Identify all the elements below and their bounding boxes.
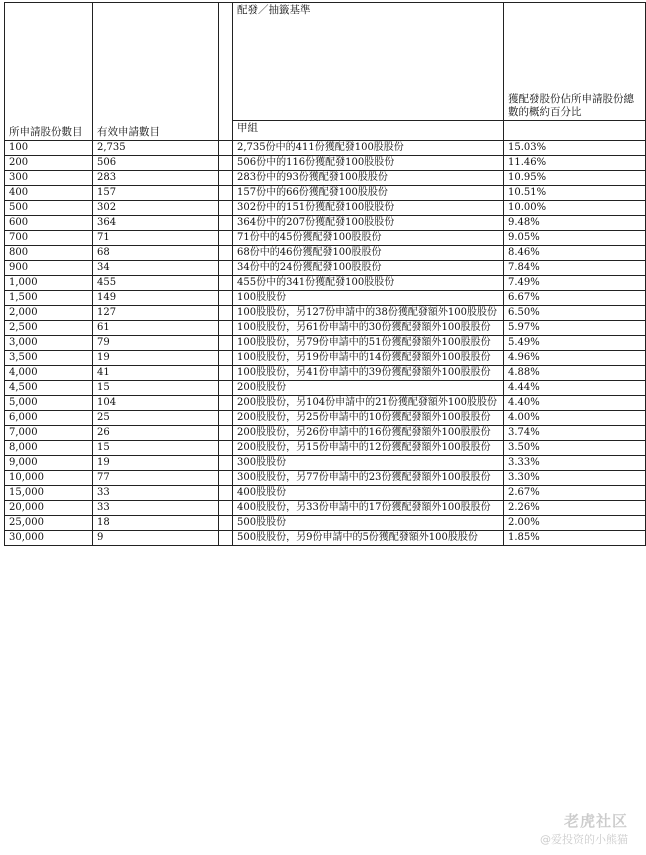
- table-row: [5, 246, 646, 261]
- shares-cell: 25,000: [5, 516, 93, 531]
- shares-cell: 15,000: [5, 486, 93, 501]
- table-row: [5, 501, 646, 516]
- shares-cell: 2,000: [5, 306, 93, 321]
- table-row: [5, 171, 646, 186]
- shares-cell: 7,000: [5, 426, 93, 441]
- shares-cell: 2,500: [5, 321, 93, 336]
- percentage-cell: 4.88%: [504, 366, 646, 381]
- table-row: [5, 291, 646, 306]
- table-row: [5, 441, 646, 456]
- applications-cell: 127: [93, 306, 219, 321]
- applications-cell: 68: [93, 246, 219, 261]
- percentage-cell: 10.95%: [504, 171, 646, 186]
- gap-cell: [219, 321, 233, 336]
- shares-cell: 5,000: [5, 396, 93, 411]
- gap-cell: [219, 366, 233, 381]
- gap-cell: [219, 516, 233, 531]
- shares-cell: 3,000: [5, 336, 93, 351]
- percentage-cell: 6.67%: [504, 291, 646, 306]
- basis-cell: 200股股份，另104份申請中的21份獲配發額外100股股份: [233, 396, 504, 411]
- shares-cell: 200: [5, 156, 93, 171]
- shares-cell: 500: [5, 201, 93, 216]
- applications-cell: 71: [93, 231, 219, 246]
- percentage-cell: 2.00%: [504, 516, 646, 531]
- table-row: [5, 456, 646, 471]
- table-row: [5, 186, 646, 201]
- percentage-cell: 4.44%: [504, 381, 646, 396]
- applications-cell: 302: [93, 201, 219, 216]
- applications-cell: 19: [93, 351, 219, 366]
- table-row: [5, 321, 646, 336]
- table-row: [5, 201, 646, 216]
- gap-cell: [219, 471, 233, 486]
- table-row: [5, 231, 646, 246]
- table-row: [5, 396, 646, 411]
- gap-cell: [219, 411, 233, 426]
- percentage-cell: 10.00%: [504, 201, 646, 216]
- table-row: [5, 261, 646, 276]
- shares-cell: 700: [5, 231, 93, 246]
- gap-cell: [219, 231, 233, 246]
- applications-cell: 15: [93, 381, 219, 396]
- table-row: [5, 351, 646, 366]
- table-row: [5, 336, 646, 351]
- shares-cell: 4,000: [5, 366, 93, 381]
- percentage-cell: 2.67%: [504, 486, 646, 501]
- header-row: [5, 3, 646, 121]
- gap-cell: [219, 246, 233, 261]
- basis-cell: 71份中的45份獲配發100股股份: [233, 231, 504, 246]
- basis-cell: 157份中的66份獲配發100股股份: [233, 186, 504, 201]
- basis-cell: 200股股份，另15份申請中的12份獲配發額外100股股份: [233, 441, 504, 456]
- basis-cell: 300股股份，另77份申請中的23份獲配發額外100股股份: [233, 471, 504, 486]
- applications-cell: 79: [93, 336, 219, 351]
- basis-cell: 364份中的207份獲配發100股股份: [233, 216, 504, 231]
- basis-cell: 100股股份，另61份申請中的30份獲配發額外100股股份: [233, 321, 504, 336]
- table-row: [5, 306, 646, 321]
- applications-cell: 33: [93, 501, 219, 516]
- table-row: [5, 366, 646, 381]
- shares-cell: 6,000: [5, 411, 93, 426]
- applications-cell: 61: [93, 321, 219, 336]
- applications-cell: 283: [93, 171, 219, 186]
- basis-cell: 34份中的24份獲配發100股股份: [233, 261, 504, 276]
- applications-cell: 41: [93, 366, 219, 381]
- gap-cell: [219, 276, 233, 291]
- basis-cell: 200股股份: [233, 381, 504, 396]
- applications-cell: 19: [93, 456, 219, 471]
- percentage-cell: 11.46%: [504, 156, 646, 171]
- applications-cell: 77: [93, 471, 219, 486]
- basis-cell: 100股股份: [233, 291, 504, 306]
- gap-cell: [219, 261, 233, 276]
- percentage-cell: 5.49%: [504, 336, 646, 351]
- percentage-cell: 3.33%: [504, 456, 646, 471]
- gap-cell: [219, 186, 233, 201]
- applications-cell: 9: [93, 531, 219, 546]
- gap-cell: [219, 306, 233, 321]
- applications-cell: 455: [93, 276, 219, 291]
- basis-cell: 200股股份，另26份申請中的16份獲配發額外100股股份: [233, 426, 504, 441]
- percentage-cell: 9.48%: [504, 216, 646, 231]
- basis-cell: 100股股份，另79份申請中的51份獲配發額外100股股份: [233, 336, 504, 351]
- shares-cell: 8,000: [5, 441, 93, 456]
- watermark-author: @爱投资的小熊猫: [540, 833, 628, 846]
- basis-cell: 500股股份: [233, 516, 504, 531]
- gap-cell: [219, 501, 233, 516]
- shares-cell: 9,000: [5, 456, 93, 471]
- shares-cell: 300: [5, 171, 93, 186]
- basis-cell: 455份中的341份獲配發100股股份: [233, 276, 504, 291]
- column-gap: [219, 3, 233, 141]
- shares-cell: 100: [5, 141, 93, 156]
- basis-cell: 100股股份，另19份申請中的14份獲配發額外100股股份: [233, 351, 504, 366]
- applications-cell: 33: [93, 486, 219, 501]
- applications-cell: 506: [93, 156, 219, 171]
- basis-cell: 200股股份，另25份申請中的10份獲配發額外100股股份: [233, 411, 504, 426]
- basis-cell: 302份中的151份獲配發100股股份: [233, 201, 504, 216]
- shares-cell: 800: [5, 246, 93, 261]
- gap-cell: [219, 486, 233, 501]
- header-valid-applications: 有效申請數目: [93, 3, 219, 141]
- watermark: [540, 810, 628, 847]
- table-row: [5, 411, 646, 426]
- shares-cell: 4,500: [5, 381, 93, 396]
- gap-cell: [219, 156, 233, 171]
- applications-cell: 149: [93, 291, 219, 306]
- group-label: 甲組: [233, 121, 504, 141]
- table-row: [5, 531, 646, 546]
- shares-cell: 900: [5, 261, 93, 276]
- percentage-cell: 8.46%: [504, 246, 646, 261]
- basis-cell: 100股股份，另41份申請中的39份獲配發額外100股股份: [233, 366, 504, 381]
- gap-cell: [219, 216, 233, 231]
- applications-cell: 15: [93, 441, 219, 456]
- percentage-cell: 3.30%: [504, 471, 646, 486]
- shares-cell: 20,000: [5, 501, 93, 516]
- group-percentage-blank: [504, 121, 646, 141]
- gap-cell: [219, 426, 233, 441]
- shares-cell: 600: [5, 216, 93, 231]
- header-percentage: 獲配發股份佔所申請股份總數的概約百分比: [504, 3, 646, 121]
- gap-cell: [219, 201, 233, 216]
- applications-cell: 2,735: [93, 141, 219, 156]
- percentage-cell: 2.26%: [504, 501, 646, 516]
- gap-cell: [219, 351, 233, 366]
- applications-cell: 18: [93, 516, 219, 531]
- gap-cell: [219, 381, 233, 396]
- basis-cell: 2,735份中的411份獲配發100股股份: [233, 141, 504, 156]
- basis-cell: 400股股份: [233, 486, 504, 501]
- gap-cell: [219, 456, 233, 471]
- header-shares-applied: 所申請股份數目: [5, 3, 93, 141]
- percentage-cell: 4.40%: [504, 396, 646, 411]
- percentage-cell: 9.05%: [504, 231, 646, 246]
- table-row: [5, 156, 646, 171]
- shares-cell: 400: [5, 186, 93, 201]
- percentage-cell: 4.96%: [504, 351, 646, 366]
- table-row: [5, 426, 646, 441]
- table-row: [5, 276, 646, 291]
- applications-cell: 157: [93, 186, 219, 201]
- percentage-cell: 3.50%: [504, 441, 646, 456]
- basis-cell: 68份中的46份獲配發100股股份: [233, 246, 504, 261]
- percentage-cell: 5.97%: [504, 321, 646, 336]
- table-row: [5, 381, 646, 396]
- gap-cell: [219, 141, 233, 156]
- table-row: [5, 516, 646, 531]
- applications-cell: 26: [93, 426, 219, 441]
- basis-cell: 300股股份: [233, 456, 504, 471]
- gap-cell: [219, 291, 233, 306]
- header-basis: 配發／抽籤基準: [233, 3, 504, 121]
- percentage-cell: 3.74%: [504, 426, 646, 441]
- gap-cell: [219, 171, 233, 186]
- applications-cell: 104: [93, 396, 219, 411]
- basis-cell: 506份中的116份獲配發100股股份: [233, 156, 504, 171]
- gap-cell: [219, 441, 233, 456]
- percentage-cell: 10.51%: [504, 186, 646, 201]
- applications-cell: 34: [93, 261, 219, 276]
- basis-cell: 283份中的93份獲配發100股股份: [233, 171, 504, 186]
- basis-cell: 500股股份，另9份申請中的5份獲配發額外100股股份: [233, 531, 504, 546]
- percentage-cell: 7.49%: [504, 276, 646, 291]
- gap-cell: [219, 336, 233, 351]
- basis-cell: 400股股份，另33份申請中的17份獲配發額外100股股份: [233, 501, 504, 516]
- applications-cell: 364: [93, 216, 219, 231]
- table-row: [5, 141, 646, 156]
- percentage-cell: 15.03%: [504, 141, 646, 156]
- percentage-cell: 7.84%: [504, 261, 646, 276]
- table-row: [5, 216, 646, 231]
- table-row: [5, 486, 646, 501]
- shares-cell: 10,000: [5, 471, 93, 486]
- percentage-cell: 1.85%: [504, 531, 646, 546]
- percentage-cell: 6.50%: [504, 306, 646, 321]
- applications-cell: 25: [93, 411, 219, 426]
- shares-cell: 1,000: [5, 276, 93, 291]
- shares-cell: 30,000: [5, 531, 93, 546]
- table-row: [5, 471, 646, 486]
- shares-cell: 1,500: [5, 291, 93, 306]
- gap-cell: [219, 396, 233, 411]
- gap-cell: [219, 531, 233, 546]
- watermark-brand: 老虎社区: [563, 812, 628, 830]
- basis-cell: 100股股份，另127份申請中的38份獲配發額外100股股份: [233, 306, 504, 321]
- percentage-cell: 4.00%: [504, 411, 646, 426]
- shares-cell: 3,500: [5, 351, 93, 366]
- allocation-table: [4, 2, 646, 546]
- allocation-table-body: [5, 3, 646, 546]
